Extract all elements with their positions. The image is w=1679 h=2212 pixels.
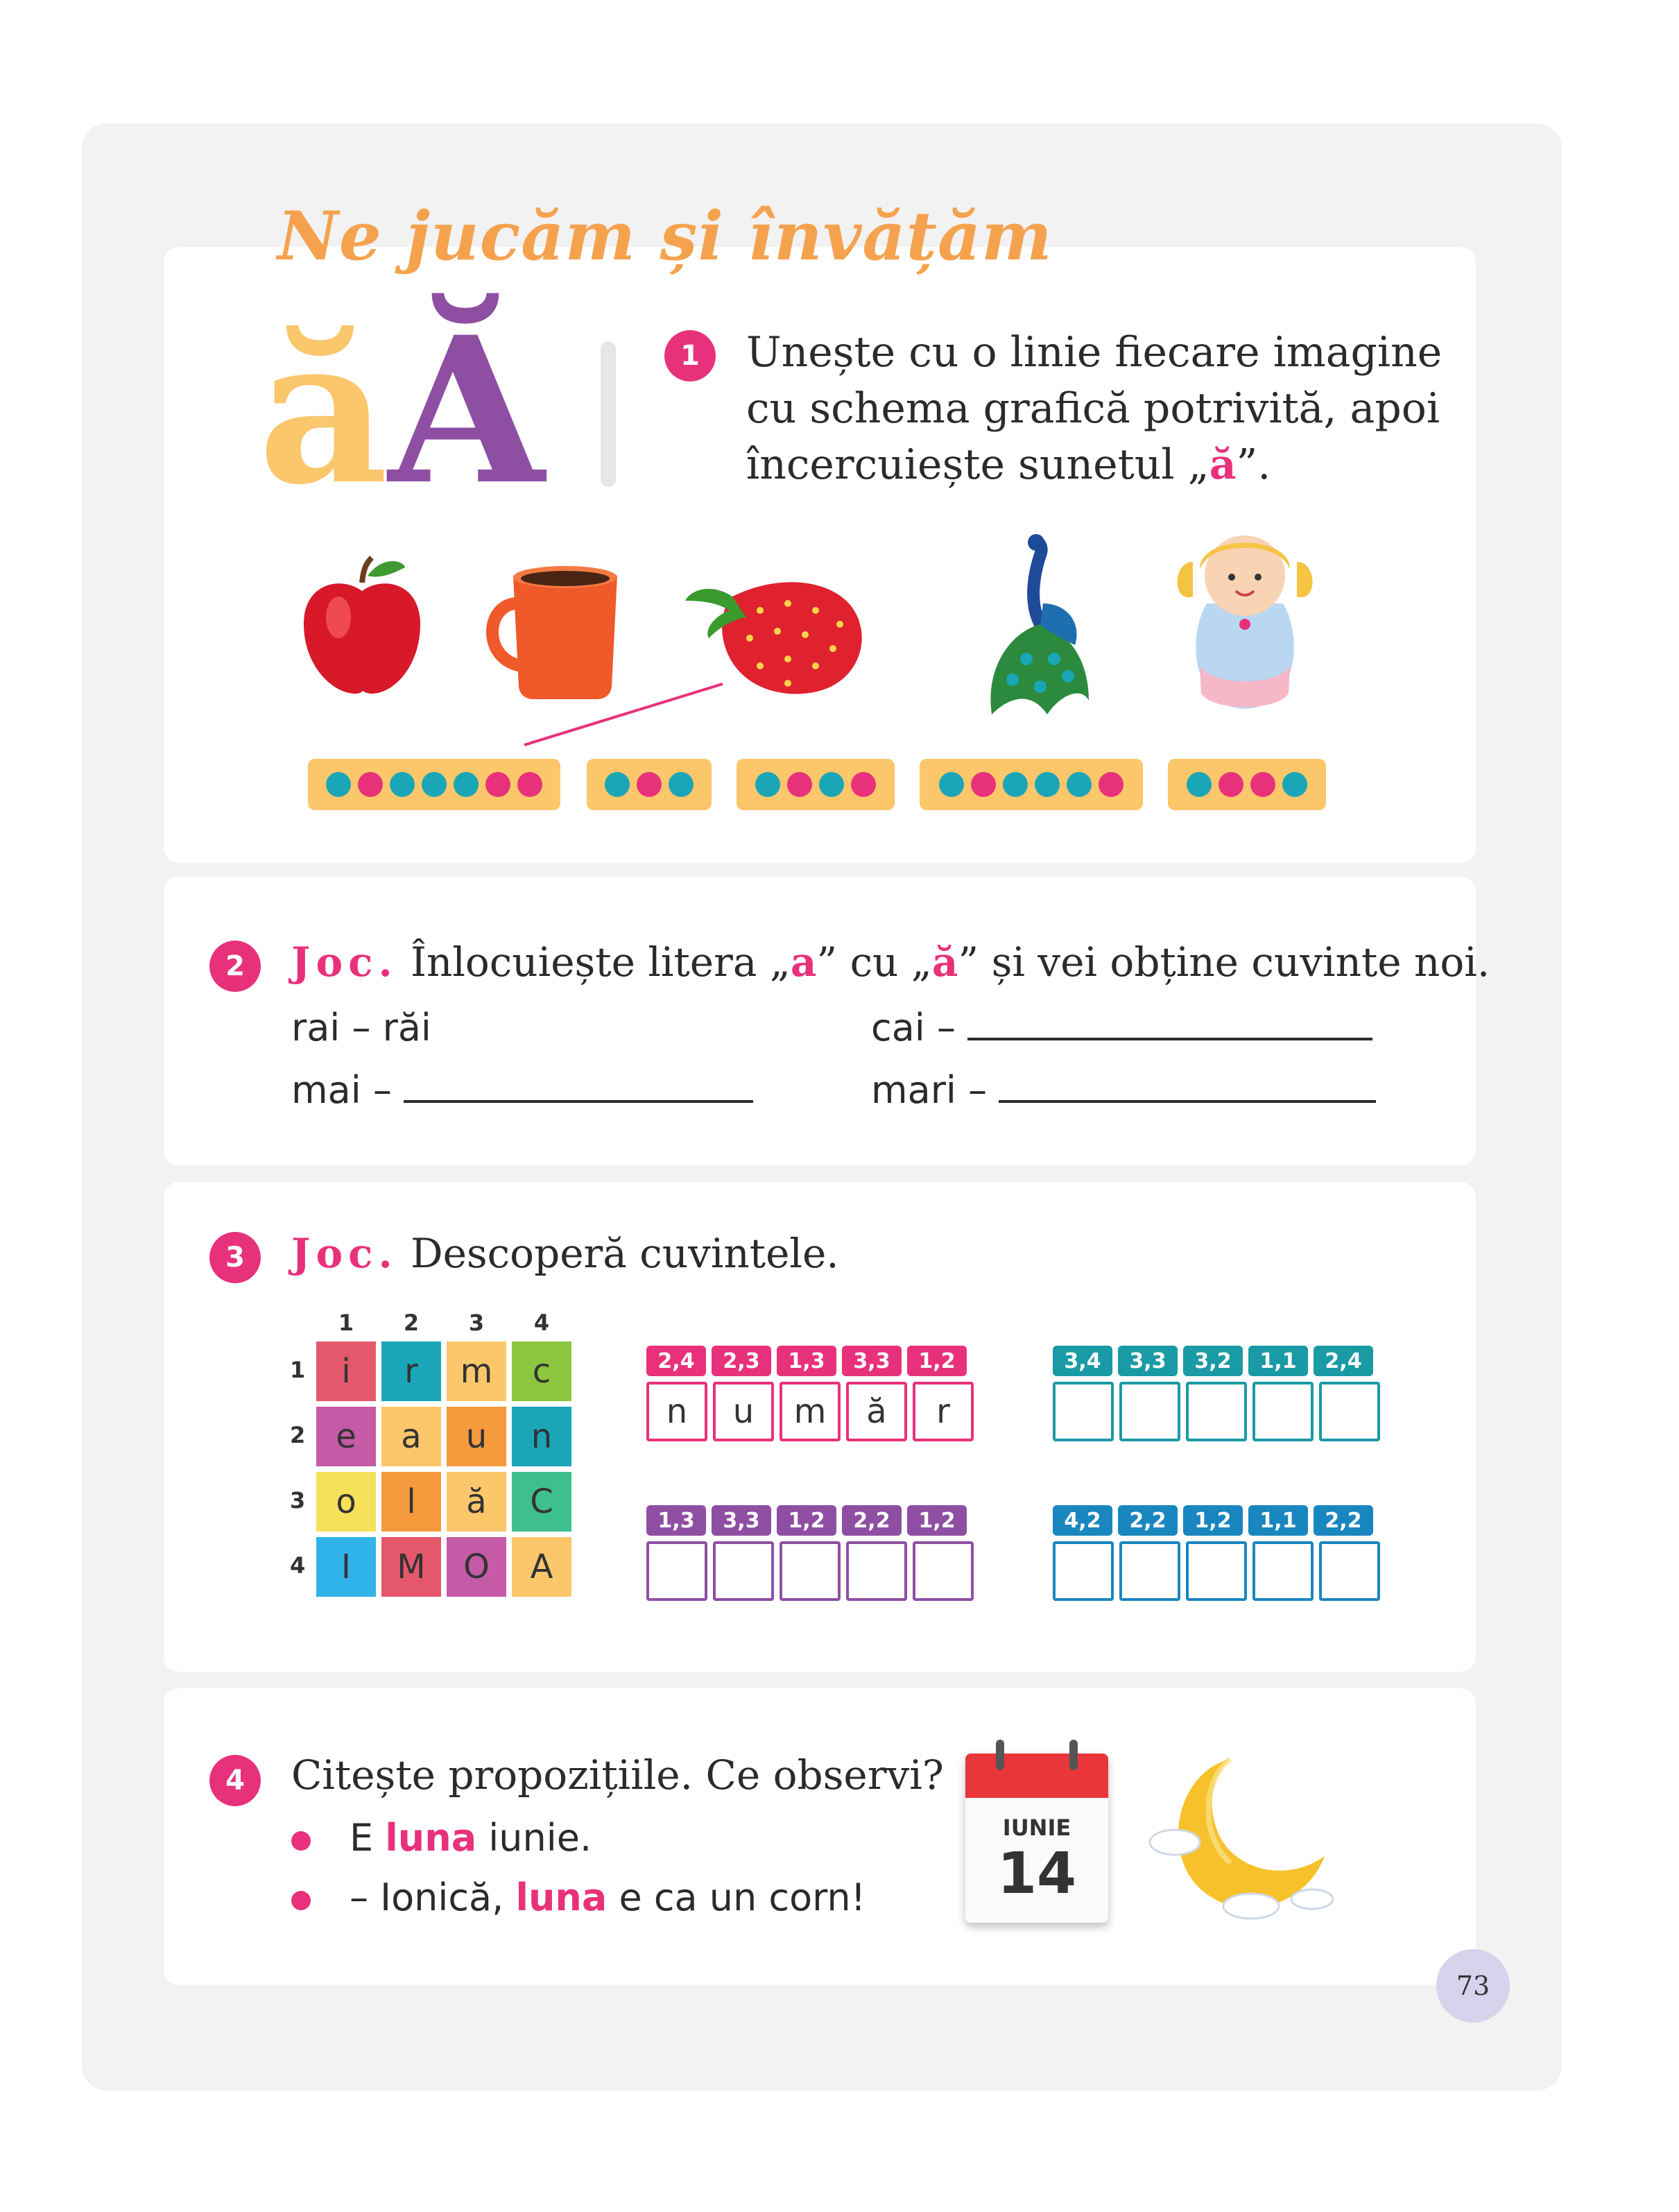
sound-dot (1250, 772, 1275, 797)
sound-dot (390, 772, 415, 797)
grid-cell: l (381, 1472, 441, 1532)
word-puzzle-3 (646, 1505, 974, 1601)
answer-box[interactable]: ă (846, 1382, 907, 1441)
coordinate-tag: 1,1 (1248, 1346, 1308, 1376)
word-puzzle-1 (646, 1346, 974, 1441)
answer-box[interactable] (1119, 1541, 1180, 1601)
coordinate-tag: 1,2 (777, 1505, 836, 1536)
calendar-month: IUNIE (1002, 1815, 1071, 1841)
exercise-number-3: 3 (209, 1232, 261, 1283)
answer-box[interactable] (1252, 1382, 1314, 1441)
answer-box[interactable]: n (646, 1382, 707, 1441)
word-puzzle-4 (1053, 1505, 1380, 1601)
sound-dot (939, 772, 964, 797)
exercise-3-instructions: Joc. Descoperă cuvintele. (291, 1230, 839, 1277)
instruction-line-2: cu schema grafică potrivită, apoi (746, 384, 1440, 433)
page-number: 73 (1436, 1949, 1510, 2023)
answer-box[interactable] (1186, 1541, 1247, 1601)
answer-box[interactable] (1319, 1541, 1380, 1601)
coordinate-tag: 2,3 (712, 1346, 771, 1376)
answer-box[interactable] (1119, 1382, 1180, 1441)
exercise-number-1: 1 (664, 330, 716, 381)
sound-dot (669, 772, 694, 797)
calendar-day: 14 (997, 1841, 1077, 1907)
answer-line-mai[interactable] (404, 1072, 753, 1103)
grid-cell: M (381, 1537, 441, 1597)
sound-dot (605, 772, 630, 797)
instruction-line-3: încercuiește sunetul „ă”. (746, 440, 1271, 489)
schema-7-sounds[interactable] (308, 759, 560, 810)
sound-dot (517, 772, 542, 797)
grid-cell: o (316, 1472, 376, 1532)
sound-dot (1099, 772, 1123, 797)
sound-dot (326, 772, 351, 797)
row-label-4: 4 (290, 1552, 306, 1579)
answer-box[interactable]: u (713, 1382, 774, 1441)
exercise-2-instructions: Joc. Înlocuiește litera „a” cu „ă” și vei obține cuvinte noi. (291, 938, 1490, 986)
answer-box[interactable] (913, 1541, 974, 1601)
coordinate-tag: 1,2 (907, 1346, 967, 1376)
coordinate-tag: 1,2 (907, 1505, 967, 1536)
sound-dot (637, 772, 662, 797)
sound-dot (851, 772, 876, 797)
exercise-4-instructions: Citește propozițiile. Ce observi? (291, 1751, 944, 1799)
coordinate-tag: 4,2 (1053, 1505, 1112, 1536)
coordinate-tag: 1,2 (1183, 1505, 1243, 1536)
highlight-word: luna (515, 1876, 608, 1919)
grid-cell: i (316, 1341, 376, 1401)
grid-cell: c (512, 1341, 571, 1401)
grid-cell: r (381, 1341, 441, 1401)
schema-6-sounds[interactable] (920, 759, 1143, 810)
sound-highlight: ă (1209, 440, 1237, 489)
bullet-2 (291, 1891, 311, 1910)
highlight-word: luna (385, 1816, 477, 1860)
example-word: rai – răi (291, 1006, 431, 1049)
sound-dot (422, 772, 447, 797)
answer-box[interactable] (713, 1541, 774, 1601)
letter-lower: ă (258, 293, 388, 529)
game-label: Joc. (291, 938, 398, 986)
sound-dot (1219, 772, 1243, 797)
word-mari: mari – (871, 1068, 1376, 1112)
word-mai: mai – (291, 1068, 753, 1112)
coordinate-tag: 2,4 (646, 1346, 706, 1376)
schema-4-sounds-b[interactable] (1168, 759, 1326, 810)
answer-box[interactable] (780, 1541, 841, 1601)
answer-box[interactable] (1053, 1382, 1114, 1441)
coordinate-tag: 2,4 (1314, 1346, 1373, 1376)
sound-dot (971, 772, 996, 797)
grid-cell: a (381, 1407, 441, 1466)
grid-cell: I (316, 1537, 376, 1597)
coordinate-tag: 3,2 (1183, 1346, 1243, 1376)
bullet-1 (291, 1831, 311, 1851)
grid-cell: O (447, 1537, 506, 1597)
page-title: Ne jucăm și învățăm (277, 197, 1053, 275)
sound-dot (1282, 772, 1307, 797)
schema-3-sounds[interactable] (587, 759, 712, 810)
answer-box[interactable] (1319, 1382, 1380, 1441)
row-label-2: 2 (290, 1422, 306, 1448)
exercise-number-2: 2 (209, 941, 261, 992)
instruction-line-1: Unește cu o linie fiecare imagine (746, 328, 1443, 377)
crescent-moon-image (1147, 1752, 1334, 1926)
sound-dot (1067, 772, 1092, 797)
sound-dot (1187, 772, 1212, 797)
coordinate-tag: 3,3 (1118, 1346, 1178, 1376)
coordinate-tag: 2,2 (1314, 1505, 1373, 1536)
schema-4-sounds[interactable] (737, 759, 895, 810)
sound-dot (787, 772, 812, 797)
coordinate-tag: 2,2 (842, 1505, 902, 1536)
answer-box[interactable]: r (913, 1382, 974, 1441)
coordinate-tag: 1,3 (646, 1505, 706, 1536)
col-label-2: 2 (403, 1310, 420, 1336)
sound-dot (755, 772, 780, 797)
answer-box[interactable] (846, 1541, 907, 1601)
sound-dot (485, 772, 510, 797)
grid-cell: e (316, 1407, 376, 1466)
grid-cell: n (512, 1407, 571, 1466)
row-label-3: 3 (290, 1487, 306, 1514)
sound-dot (819, 772, 844, 797)
answer-line-mari[interactable] (999, 1072, 1376, 1103)
grid-cell: ă (447, 1472, 506, 1532)
word-cai: cai – (871, 1006, 1372, 1049)
grid-cell: m (447, 1341, 506, 1401)
coordinate-tag: 1,1 (1248, 1505, 1308, 1536)
coordinate-tag: 3,4 (1053, 1346, 1112, 1376)
calendar-icon (965, 1740, 1108, 1923)
sentence-2: – Ionică, luna e ca un corn! (350, 1876, 866, 1919)
col-label-4: 4 (533, 1310, 550, 1336)
answer-box[interactable] (646, 1541, 707, 1601)
answer-box[interactable]: m (780, 1382, 841, 1441)
coordinate-tag: 2,2 (1118, 1505, 1178, 1536)
coordinate-tag: 1,3 (777, 1346, 836, 1376)
coordinate-tag: 3,3 (712, 1505, 771, 1536)
row-label-1: 1 (290, 1357, 306, 1383)
sound-dot (1035, 772, 1060, 797)
word-puzzle-2 (1053, 1346, 1380, 1441)
answer-box[interactable] (1252, 1541, 1314, 1601)
col-label-1: 1 (338, 1310, 354, 1336)
answer-line-cai[interactable] (967, 1010, 1372, 1040)
answer-box[interactable] (1053, 1541, 1114, 1601)
sound-dot (1003, 772, 1028, 797)
sound-dot (454, 772, 479, 797)
grid-cell: A (512, 1537, 571, 1597)
coordinate-tag: 3,3 (842, 1346, 902, 1376)
sentence-1: E luna iunie. (350, 1816, 592, 1860)
letter-grid (316, 1341, 571, 1597)
grid-cell: u (447, 1407, 506, 1466)
game-label: Joc. (291, 1230, 398, 1277)
exercise-number-4: 4 (209, 1755, 261, 1806)
letter-upper: Ă (388, 293, 544, 529)
sound-dot (358, 772, 383, 797)
grid-cell: C (512, 1472, 571, 1532)
col-label-3: 3 (468, 1310, 485, 1336)
answer-box[interactable] (1186, 1382, 1247, 1441)
